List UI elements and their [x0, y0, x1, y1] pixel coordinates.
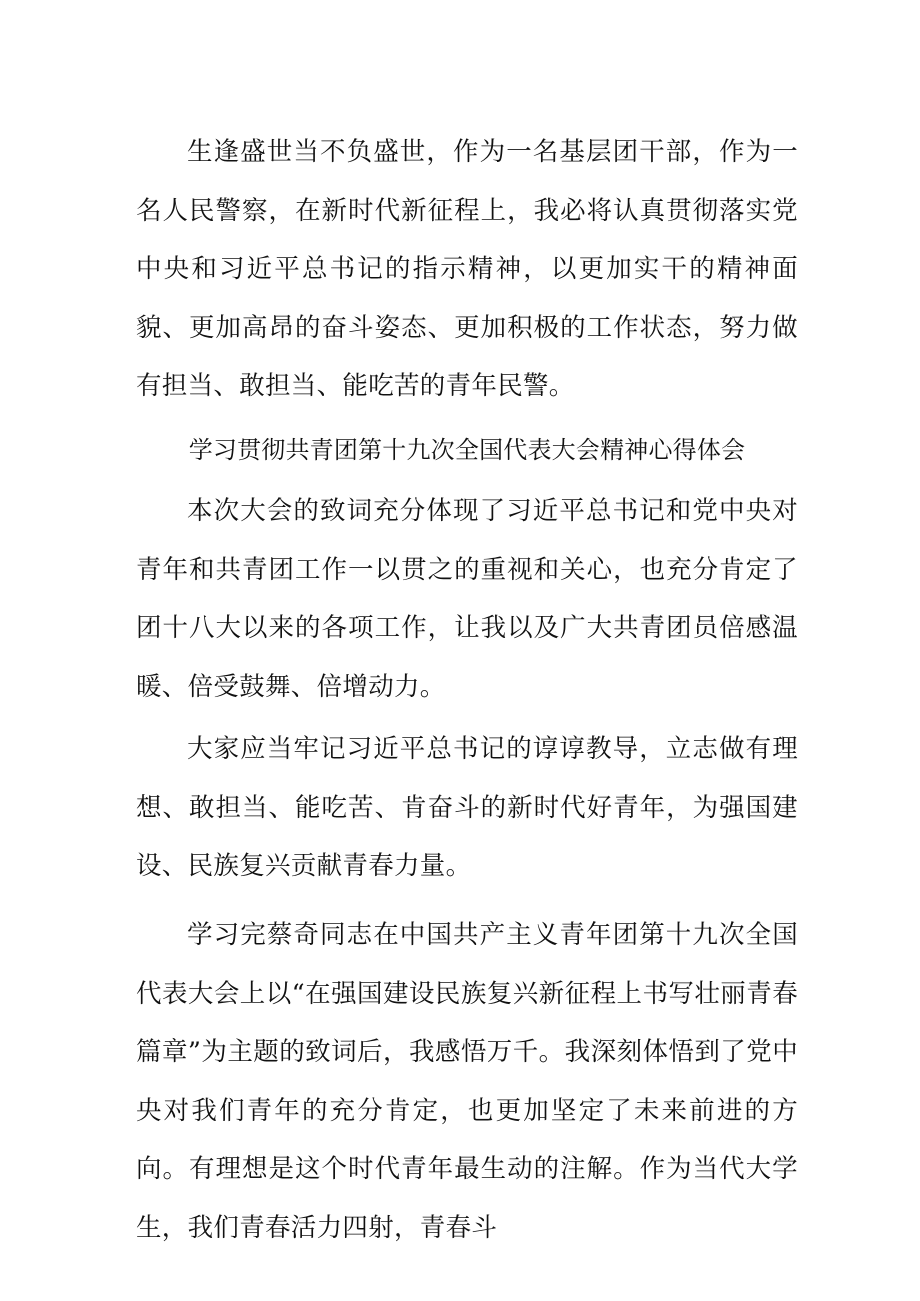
body-paragraph: 大家应当牢记习近平总书记的谆谆教导，立志做有理想、敢担当、能吃苦、肯奋斗的新时代好青年，为强国建设、民族复兴贡献青春力量。 [136, 734, 798, 881]
intro-section [136, 123, 798, 416]
body-section [136, 482, 798, 716]
body-paragraph: 本次大会的致词充分体现了习近平总书记和党中央对青年和共青团工作一以贯之的重视和关心，也充分肯定了团十八大以来的各项工作，让我以及广大共青团员倍感温暖、倍受鼓舞、倍增动力。 [136, 496, 798, 702]
body-paragraph: 学习完蔡奇同志在中国共产主义青年团第十九次全国代表大会上以“在强国建设民族复兴新征程上书写壮丽青春篇章”为主题的致词后，我感悟万千。我深刻体悟到了党中央对我们青年的充分肯定，也更加坚定了未来前进的方向。有理想是这个时代青年最生动的注解。作为当代大学生，我们青春活力四射，青春斗 [136, 920, 798, 1243]
body-section [136, 720, 798, 896]
body-section [136, 906, 798, 1257]
section-title: 学习贯彻共青团第十九次全国代表大会精神心得体会 [188, 436, 746, 464]
intro-paragraph: 生逢盛世当不负盛世，作为一名基层团干部，作为一名人民警察，在新时代新征程上，我必将认真贯彻落实党中央和习近平总书记的指示精神，以更加实干的精神面貌、更加高昂的奋斗姿态、更加积极的工作状态，努力做有担当、敢担当、能吃苦的青年民警。 [136, 137, 798, 401]
